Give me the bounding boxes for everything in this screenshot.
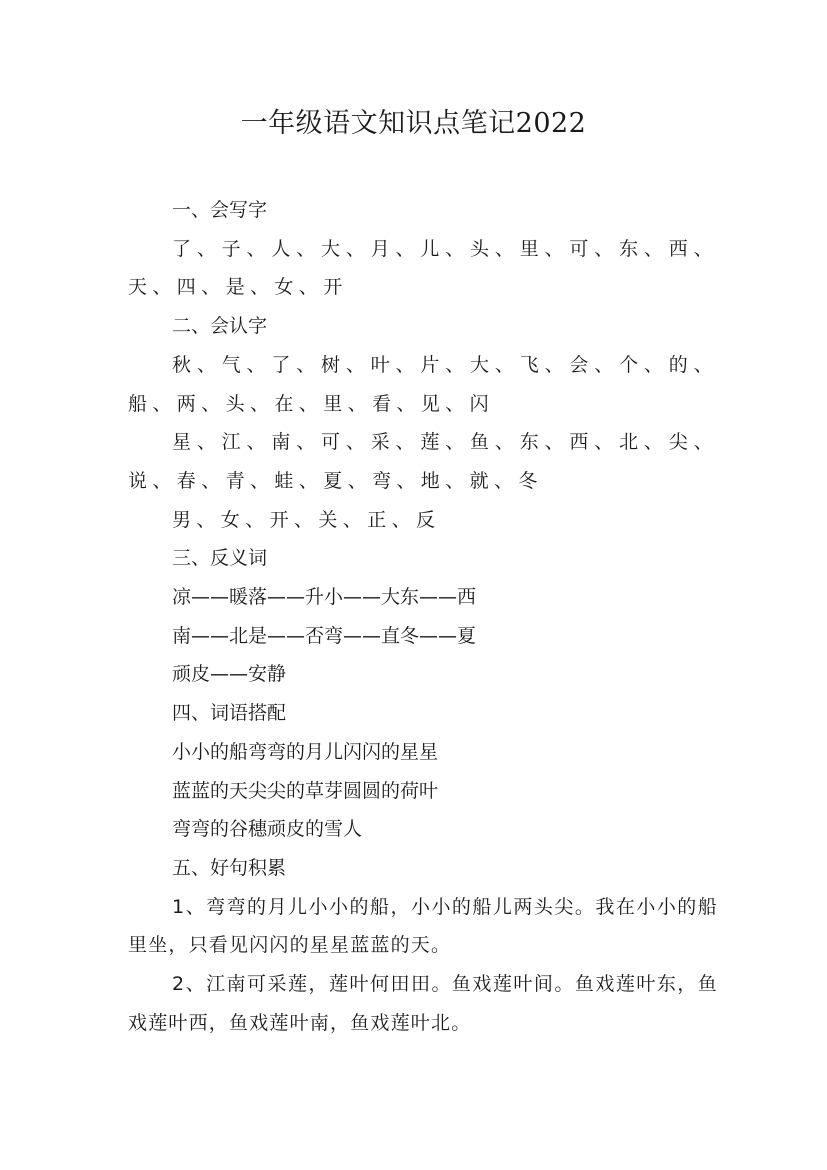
paragraph-good-sentence-1: 1、弯弯的月儿小小的船，小小的船儿两头尖。我在小小的船里坐，只看见闪闪的星星蓝蓝的天。 <box>128 895 718 957</box>
paragraph-write-characters: 了、子、人、大、月、儿、头、里、可、东、西、天、四、是、女、开 <box>128 237 718 299</box>
section-heading-write-characters: 一、会写字 <box>172 199 268 221</box>
section-heading-antonyms: 三、反义词 <box>172 547 268 570</box>
paragraph-recognize-characters-2: 星、江、南、可、采、莲、鱼、东、西、北、尖、说、春、青、蛙、夏、弯、地、就、冬 <box>128 431 718 492</box>
paragraph-antonyms-3: 顽皮——安静 <box>172 663 287 686</box>
paragraph-word-pairing-3: 弯弯的谷穗顽皮的雪人 <box>172 818 363 841</box>
paragraph-word-pairing-1: 小小的船弯弯的月儿闪闪的星星 <box>172 740 439 763</box>
paragraph-word-pairing-2: 蓝蓝的天尖尖的草芽圆圆的荷叶 <box>172 779 439 802</box>
paragraph-recognize-characters-3: 男、女、开、关、正、反 <box>172 508 441 531</box>
paragraph-good-sentence-2: 2、江南可采莲，莲叶何田田。鱼戏莲叶间。鱼戏莲叶东，鱼戏莲叶西，鱼戏莲叶南，鱼戏莲叶北。 <box>128 973 718 1034</box>
paragraph-antonyms-1: 凉——暖落——升小——大东——西 <box>172 586 477 609</box>
section-heading-recognize-characters: 二、会认字 <box>172 315 268 338</box>
document-title: 一年级语文知识点笔记2022 <box>240 108 587 139</box>
document-body <box>128 191 718 1042</box>
paragraph-antonyms-2: 南——北是——否弯——直冬——夏 <box>172 624 477 647</box>
section-heading-good-sentences: 五、好句积累 <box>172 856 287 879</box>
section-heading-word-pairing: 四、词语搭配 <box>172 702 287 725</box>
paragraph-recognize-characters-1: 秋、气、了、树、叶、片、大、飞、会、个、的、船、两、头、在、里、看、见、闪 <box>128 353 718 415</box>
